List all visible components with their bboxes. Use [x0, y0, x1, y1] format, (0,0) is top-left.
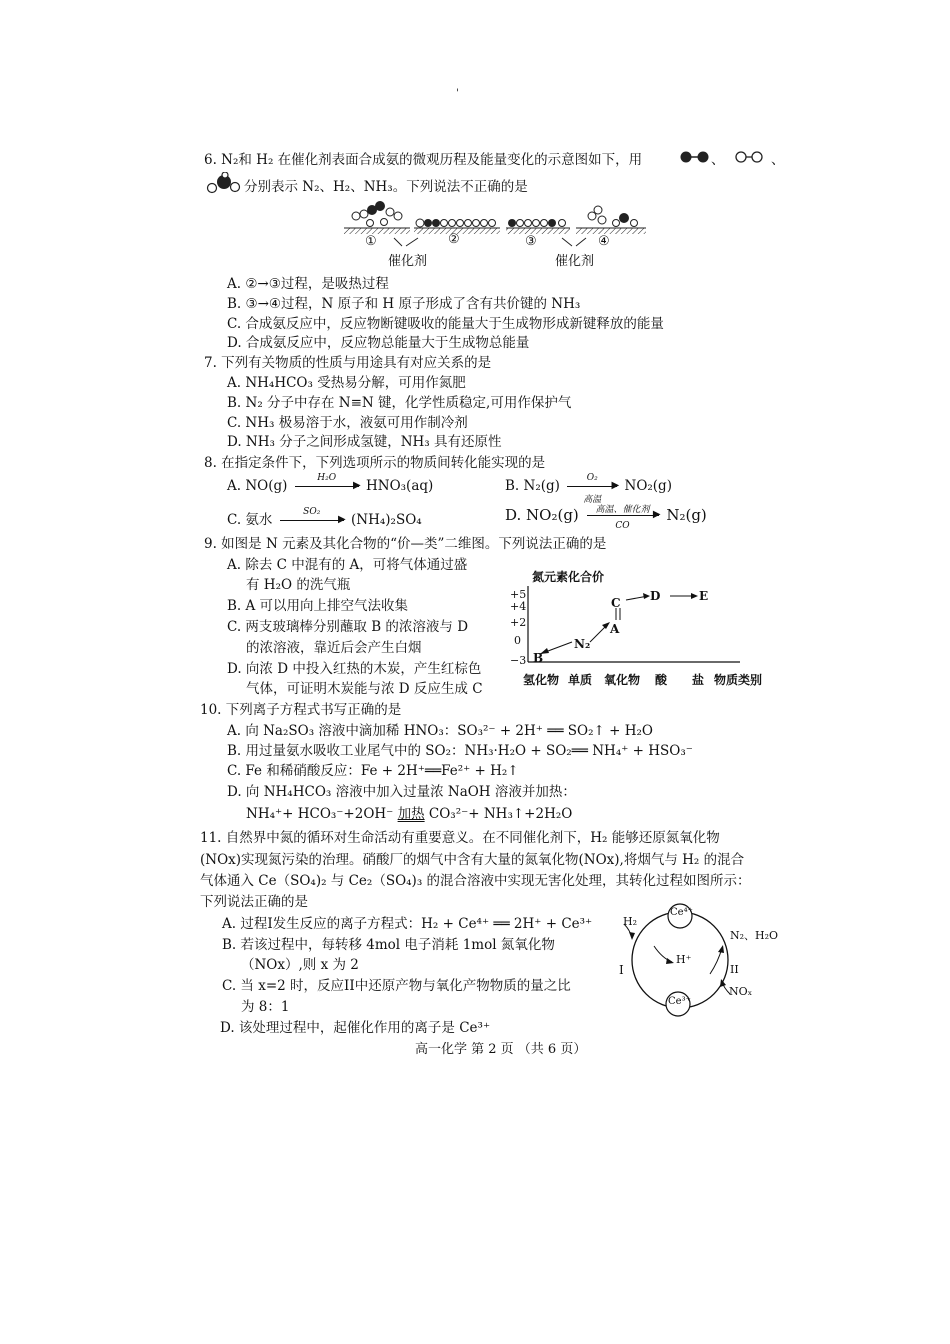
q8-a-condition: H₂O	[317, 472, 337, 483]
q7-option-b: B. N₂ 分子中存在 N≡N 键，化学性质稳定,可用作保护气	[227, 395, 572, 411]
point-b: B	[533, 651, 544, 665]
ytick-plus4: +4	[510, 600, 527, 613]
q6-sep2: 、	[771, 152, 785, 168]
q9-option-d-line1: D. 向浓 D 中投入红热的木炭，产生红棕色	[227, 661, 482, 677]
hplus-label: H⁺	[676, 953, 692, 966]
q11-stem-line3: 气体通入 Ce（SO₄)₂ 与 Ce₂（SO₄)₃ 的混合溶液中实现无害化处理，其转化过程如图所示：	[200, 873, 751, 889]
q11-stem-line4: 下列说法正确的是	[200, 894, 308, 910]
q10-option-c: C. Fe 和稀硝酸反应：Fe + 2H⁺══Fe²⁺ + H₂↑	[227, 763, 519, 779]
q8-option-a	[227, 472, 434, 495]
q9-stem: 9. 如图是 N 元素及其化合物的“价—类”二维图。下列说法正确的是	[204, 536, 607, 552]
q7-option-d: D. NH₃ 分子之间形成氢键，NH₃ 具有还原性	[227, 434, 502, 450]
ce4-label: Ce⁴⁺	[670, 907, 693, 918]
step-3-label: ③	[525, 234, 537, 249]
point-e: E	[699, 589, 709, 603]
ytick-plus5: +5	[510, 588, 527, 601]
ytick-plus2: +2	[510, 616, 527, 629]
xtick-hydride: 氢化物	[523, 673, 560, 687]
q10-option-a: A. 向 Na₂SO₃ 溶液中滴加稀 HNO₃：SO₃²⁻ + 2H⁺ ══ SO₂↑ + H₂O	[227, 723, 653, 739]
nh3-molecule-icon	[204, 172, 242, 194]
q10-stem: 10. 下列离子方程式书写正确的是	[200, 702, 402, 718]
process-1-label: I	[619, 963, 624, 977]
q9-option-c-line2: 的浓溶液，靠近后会产生白烟	[246, 640, 422, 656]
q8-c-arrow: SO₂ ▶	[280, 513, 344, 529]
chart-xlabel: 物质类别	[714, 673, 763, 687]
ce3-label: Ce³⁺	[668, 996, 691, 1007]
catalyst-pointer-arrow	[394, 238, 402, 246]
q6-option-c: C. 合成氨反应中，反应物断键吸收的能量大于生成物形成新键释放的能量	[227, 316, 664, 332]
q8-b-condition-bottom: 高温	[583, 494, 602, 505]
q11-option-d: D. 该处理过程中，起催化作用的离子是 Ce³⁺	[220, 1020, 491, 1036]
chart-ylabel: 氮元素化合价	[532, 570, 605, 584]
q8-c-left: C. 氨水	[227, 512, 273, 528]
q6-option-d: D. 合成氨反应中，反应物总能量大于生成物总能量	[227, 335, 530, 351]
h2-molecule-icon	[736, 152, 762, 162]
q11-option-b-line1: B. 若该过程中，每转移 4mol 电子消耗 1mol 氮氧化物	[222, 937, 555, 953]
q10-d-products: CO₃²⁻+ NH₃↑+2H₂O	[428, 806, 573, 822]
point-d: D	[650, 589, 661, 603]
q11-option-c-line2: 为 8：1	[241, 999, 290, 1015]
q6-line1: 6. N₂和 H₂ 在催化剂表面合成氨的微观历程及能量变化的示意图如下，用	[204, 152, 643, 168]
q9-option-c-line1: C. 两支玻璃棒分别蘸取 B 的浓溶液与 D	[227, 619, 469, 635]
point-a: A	[610, 622, 620, 636]
q7-stem: 7. 下列有关物质的性质与用途具有对应关系的是	[204, 355, 492, 371]
q9-option-a-line1: A. 除去 C 中混有的 A，可将气体通过盛	[227, 557, 468, 573]
q8-c-right: (NH₄)₂SO₄	[351, 512, 422, 528]
q6-sep1: 、	[711, 152, 725, 168]
q8-d-arrow: 高温、催化剂 ▶ CO	[587, 508, 659, 524]
q11-stem-line2: (NOx)实现氮污染的治理。硝酸厂的烟气中含有大量的氮氧化物(NOx),将烟气与 H₂ 的混合	[200, 852, 745, 868]
q10-d-reactants: NH₄⁺+ HCO₃⁻+2OH⁻	[246, 806, 394, 822]
q8-d-condition-bottom: CO	[615, 521, 630, 531]
process-2-label: II	[730, 963, 739, 976]
catalyst-pointer-arrow	[562, 238, 572, 246]
q11-stem-line1: 11. 自然界中氮的循环对生命活动有重要意义。在不同催化剂下，H₂ 能够还原氮氧化物	[200, 830, 720, 846]
hplus-arrow	[654, 946, 672, 962]
top-mark: '	[456, 88, 459, 99]
q8-a-right: HNO₃(aq)	[365, 478, 434, 494]
q8-b-arrow: O₂ ▶ 高温	[567, 479, 617, 495]
q8-option-b	[505, 472, 672, 505]
q10-option-d: D. 向 NH₄HCO₃ 溶液中加入过量浓 NaOH 溶液并加热：	[227, 784, 576, 800]
q9-option-b: B. A 可以用向上排空气法收集	[227, 598, 409, 614]
q8-d-left: D. NO₂(g)	[505, 506, 579, 524]
catalyst-label-right: 催化剂	[555, 254, 595, 269]
step-4-label: ④	[598, 234, 610, 249]
point-n2: N₂	[574, 637, 591, 651]
q7-option-c: C. NH₃ 极易溶于水，液氨可用作制冷剂	[227, 415, 468, 431]
q8-stem: 8. 在指定条件下，下列选项所示的物质间转化能实现的是	[204, 455, 546, 471]
q8-c-condition: SO₂	[303, 506, 321, 517]
q11-option-a: A. 过程I发生反应的离子方程式：H₂ + Ce⁴⁺ ══ 2H⁺ + Ce³⁺	[222, 916, 593, 932]
q11-option-c-line1: C. 当 x=2 时，反应II中还原产物与氧化产物物质的量之比	[222, 978, 571, 994]
xtick-salt: 盐	[692, 673, 705, 687]
q8-a-arrow: H₂O ▶	[295, 479, 359, 495]
surface-3	[506, 219, 570, 234]
ytick-0: 0	[514, 634, 521, 647]
q10-d-condition: 加热	[397, 806, 425, 822]
ce-cycle-diagram	[612, 902, 792, 1022]
q8-b-condition-top: O₂	[586, 472, 598, 483]
point-c: C	[611, 596, 621, 610]
step-2-label: ②	[448, 232, 460, 247]
q6-option-b: B. ③→④过程，N 原子和 H 原子形成了含有共价键的 NH₃	[227, 296, 581, 312]
n2-molecule-icon	[681, 152, 709, 163]
ytick-minus3: −3	[510, 654, 527, 667]
q10-option-d-equation	[246, 802, 572, 822]
q8-d-condition-top: 高温、催化剂	[595, 505, 650, 515]
xtick-oxide: 氧化物	[604, 673, 641, 687]
q7-option-a: A. NH₄HCO₃ 受热易分解，可用作氮肥	[227, 375, 466, 391]
page-footer: 高一化学 第 2 页 （共 6 页）	[415, 1042, 587, 1057]
catalyst-pointer-arrow	[406, 238, 418, 246]
q8-a-left: A. NO(g)	[227, 478, 288, 494]
q8-option-d	[505, 505, 707, 531]
q9-option-d-line2: 气体，可证明木炭能与浓 D 反应生成 C	[246, 681, 483, 697]
q8-d-right: N₂(g)	[666, 506, 707, 524]
q10-option-b: B. 用过量氨水吸收工业尾气中的 SO₂：NH₃·H₂O + SO₂══ NH₄⁺ + HSO₃⁻	[227, 743, 693, 759]
q11-option-b-line2: （NOx）,则 x 为 2	[241, 957, 359, 973]
catalyst-pointer-arrow	[576, 238, 586, 246]
q8-b-right: NO₂(g)	[624, 478, 672, 494]
xtick-element: 单质	[568, 673, 593, 687]
step-1-label: ①	[365, 234, 377, 249]
q6-option-a: A. ②→③过程，是吸热过程	[227, 276, 389, 292]
catalyst-surface-diagram	[340, 198, 650, 268]
q8-b-left: B. N₂(g)	[505, 478, 560, 494]
q9-option-a-line2: 有 H₂O 的洗气瓶	[246, 577, 351, 593]
q6-line2: 分别表示 N₂、H₂、NH₃。下列说法不正确的是	[244, 179, 528, 195]
surface-4	[576, 206, 646, 234]
h2-label: H₂	[623, 915, 638, 928]
q8-option-c	[227, 508, 422, 529]
xtick-acid: 酸	[655, 673, 668, 687]
nox-label: NOₓ	[729, 985, 753, 998]
products-label: N₂、H₂O	[730, 929, 779, 942]
catalyst-label-left: 催化剂	[388, 254, 428, 269]
surface-1	[344, 201, 410, 234]
